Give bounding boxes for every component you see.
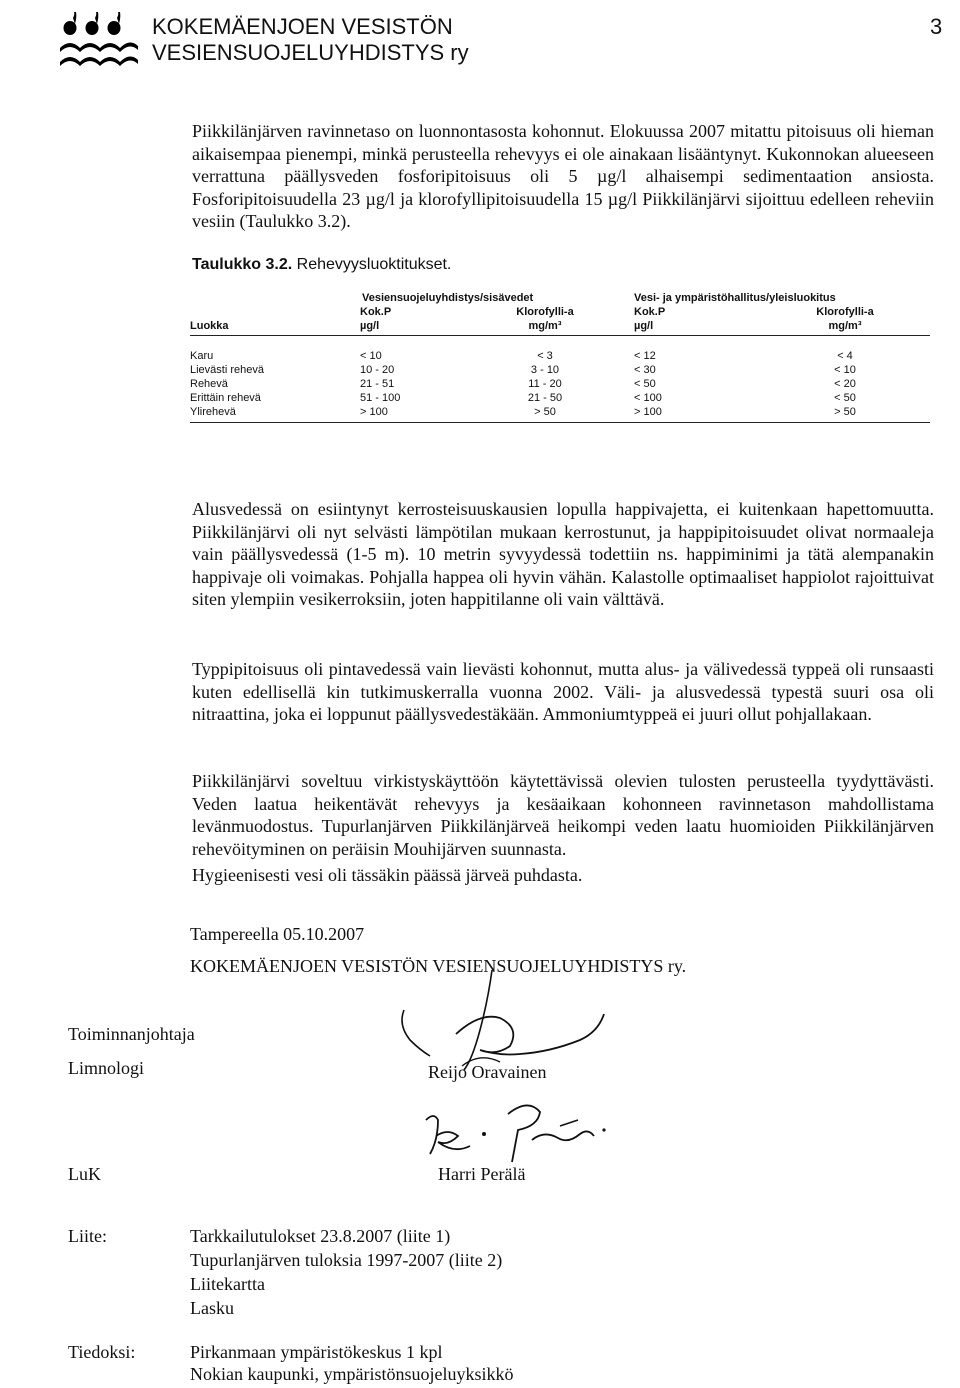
role-luk: LuK (68, 1164, 101, 1184)
attachment-item: Liitekartta (190, 1274, 265, 1294)
table-row (190, 336, 930, 363)
cell-kokp-1: < 10 (360, 350, 382, 362)
cell-kokp-2: < 12 (634, 350, 656, 362)
paragraph-4 (192, 770, 934, 860)
cell-klorofylli-1: 21 - 50 (527, 392, 563, 404)
unit-mg-1: mg/m³ (470, 318, 620, 336)
attachment-item: Tarkkailutulokset 23.8.2007 (liite 1) (190, 1226, 451, 1246)
cell-klorofylli-1: 3 - 10 (530, 364, 560, 376)
col-header-klorofylli-2: Klorofylli-a (816, 306, 874, 318)
page-number: 3 (930, 14, 943, 39)
paragraph-3 (192, 658, 934, 726)
cell-klorofylli-1: < 3 (537, 350, 553, 362)
cell-luokka: Karu (190, 350, 214, 362)
table-row (190, 376, 930, 390)
table-column-header-row (190, 304, 930, 318)
col-header-luokka: Luokka (190, 318, 360, 336)
paragraph-1 (192, 120, 934, 233)
cell-klorofylli-2: < 50 (834, 392, 856, 404)
attachment-item: Tupurlanjärven tuloksia 1997-2007 (liite 2) (190, 1250, 503, 1270)
eutrophication-classification-table (190, 290, 930, 423)
role-toiminnanjohtaja: Toiminnanjohtaja (68, 1024, 195, 1044)
paragraph-5 (192, 864, 934, 887)
attachments-label: Liite: (68, 1226, 107, 1246)
closing-organization: KOKEMÄENJOEN VESISTÖN VESIENSUOJELUYHDISTYS ry. (190, 956, 687, 976)
cell-klorofylli-2: < 4 (837, 350, 853, 362)
role-limnologi: Limnologi (68, 1058, 144, 1078)
col-header-kokp-1: Kok.P (360, 306, 392, 318)
paragraph-1-text: Piikkilänjärven ravinnetaso on luonnontasosta kohonnut. Elokuussa 2007 mitattu pitoisuus oli hieman aikaisempaa pienempi, minkä perusteella rehevyys ei ole ainakaan lisääntynyt. Kukonnokan alueeseen verrattuna päällysveden fosforipitoisuus oli 5 µg/l alhaisempi sedimentaation ansiosta. Fosforipitoisuudella 23 µg/l ja klorofyllipitoisuudella 15 µg/l Piikkilänjärvi sijoittuu edelleen reheviin vesiin (Taulukko 3.2). (192, 121, 934, 232)
table-row (190, 362, 930, 376)
place-date: Tampereella 05.10.2007 (190, 924, 365, 944)
distribution-label: Tiedoksi: (68, 1342, 136, 1362)
page-header (0, 0, 960, 80)
cell-klorofylli-2: > 50 (760, 404, 930, 423)
organization-logo-icon (58, 12, 140, 70)
cell-klorofylli-1: 11 - 20 (528, 378, 562, 390)
group-header-vsy: Vesiensuojeluyhdistys/sisävedet (362, 292, 534, 304)
unit-mg-2: mg/m³ (760, 318, 930, 336)
table-row (190, 404, 930, 423)
cell-kokp-1: 10 - 20 (360, 364, 395, 376)
cell-kokp-1: > 100 (360, 404, 470, 423)
paragraph-5-text: Hygieenisesti vesi oli tässäkin päässä järveä puhdasta. (192, 865, 583, 885)
cell-luokka: Erittäin rehevä (190, 392, 261, 404)
table-row (190, 390, 930, 404)
organization-name-line2: VESIENSUOJELUYHDISTYS ry (152, 40, 469, 65)
cell-kokp-2: > 100 (620, 404, 760, 423)
group-header-vyh: Vesi- ja ympäristöhallitus/yleisluokitus (634, 292, 836, 304)
table-unit-row (190, 318, 930, 336)
cell-klorofylli-2: < 10 (834, 364, 856, 376)
unit-ug-1: µg/l (360, 318, 470, 336)
signature-perala-icon (408, 1090, 628, 1170)
cell-kokp-1: 21 - 51 (360, 378, 395, 390)
cell-kokp-2: < 50 (634, 378, 656, 390)
paragraph-2-text: Alusvedessä on esiintynyt kerrosteisuuskausien lopulla happivajetta, ei kuitenkaan hapettomuutta. Piikkilänjärvi oli nyt selvästi lämpötilan mukaan kerrostunut, ja happipitoisuudet olivat normaaleja vain päällysvedessä (1-5 m). 10 metrin syvyydessä todettiin ns. happiminimi ja tätä alempanakin happivaje oli voimakas. Pohjalla happea oli hyvin vähän. Kalastolle optimaaliset happiolot rajoittuivat siten ylempiin vesikerroksiin, joten happitilanne oli vain välttävä. (192, 499, 934, 610)
paragraph-4-text: Piikkilänjärvi soveltuu virkistyskäyttöön käytettävissä olevien tulosten perusteella tyydyttävästi. Veden laatua heikentävät rehevyys ja kesäaikaan kohonneen ravinnetason mahdollistama levänmuodostus. Tupurlanjärven Piikkilänjärveä heikompi veden laatu huomioiden Piikkilänjärven rehevöityminen on peräisin Mouhijärven suunnasta. (192, 771, 934, 859)
organization-name-line1: KOKEMÄENJOEN VESISTÖN (152, 14, 453, 39)
attachment-item: Lasku (190, 1298, 234, 1318)
unit-ug-2: µg/l (620, 318, 760, 336)
distribution-item: Pirkanmaan ympäristökeskus 1 kpl (190, 1342, 443, 1362)
table-caption (192, 256, 451, 274)
paragraph-2 (192, 498, 934, 611)
table-caption-text: Rehevyysluoktitukset. (296, 256, 452, 273)
table-caption-number: Taulukko 3.2. (192, 256, 293, 273)
cell-kokp-1: 51 - 100 (360, 392, 401, 404)
col-header-kokp-2: Kok.P (634, 306, 666, 318)
cell-kokp-2: < 100 (634, 392, 662, 404)
col-header-klorofylli-1: Klorofylli-a (516, 306, 574, 318)
cell-kokp-2: < 30 (634, 364, 656, 376)
table-group-header-row (190, 290, 930, 304)
cell-klorofylli-1: > 50 (470, 404, 620, 423)
paragraph-3-text: Typpipitoisuus oli pintavedessä vain lievästi kohonnut, mutta alus- ja välivedessä typpeä oli runsaasti kuten edellisellä kin tutkimuskerralla vuonna 2002. Väli- ja alusvedessä typestä suuri osa oli nitraattina, joka ei loppunut päällysvedestäkään. Ammoniumtyppeä ei juuri ollut pohjallakaan. (192, 659, 934, 725)
distribution-item: Nokian kaupunki, ympäristönsuojeluyksikkö (190, 1364, 514, 1384)
cell-klorofylli-2: < 20 (834, 378, 856, 390)
signatory-name-1: Reijo Oravainen (428, 1062, 547, 1082)
cell-luokka: Rehevä (190, 378, 228, 390)
cell-luokka: Lievästi rehevä (190, 364, 264, 376)
cell-luokka: Ylirehevä (190, 404, 360, 423)
signatory-name-2: Harri Perälä (438, 1164, 526, 1184)
